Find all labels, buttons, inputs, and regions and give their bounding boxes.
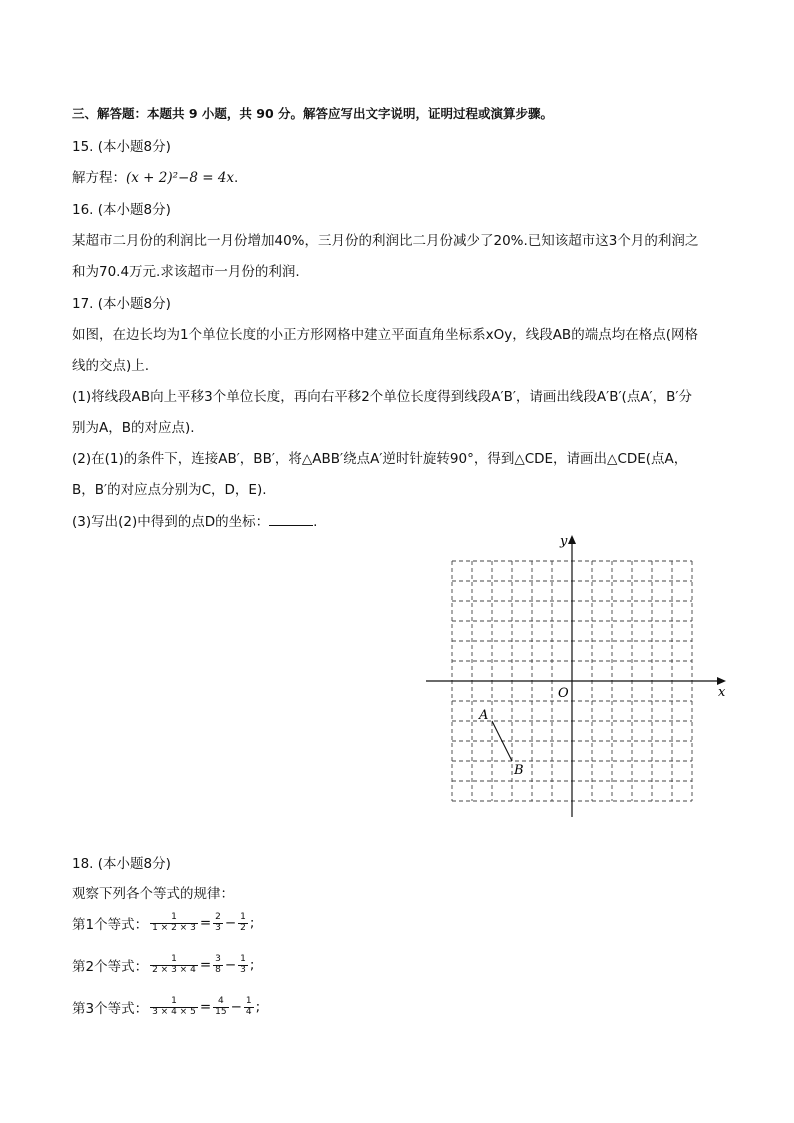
lhs-fraction	[150, 955, 198, 976]
q15-prefix: 解方程：	[72, 170, 126, 186]
x-axis-arrow	[717, 677, 726, 685]
origin-label: O	[558, 686, 569, 701]
q17-part3-text: (3)写出(2)中得到的点D的坐标：	[72, 514, 270, 530]
q17-part2a: (2)在(1)的条件下，连接AB′，BB′，将△ABB′绕点A′逆时针旋转90°，得到△CDE，请画出△CDE(点A，	[72, 451, 688, 467]
rhs2-numerator: 1	[245, 996, 252, 1006]
rhs1-denominator: 8	[215, 964, 221, 975]
section-header: 三、解答题：本题共 9 小题，共 90 分。解答应写出文字说明，证明过程或演算步骤。	[72, 106, 554, 121]
rhs2-numerator: 1	[240, 954, 246, 964]
q17-part1a: (1)将线段AB向上平移3个单位长度，再向右平移2个单位长度得到线段A′B′，请画出线段A′B′(点A′，B′分	[72, 389, 692, 405]
coordinate-grid-figure	[420, 528, 730, 818]
eq-prefix: 第2个等式：	[72, 959, 149, 976]
rhs1-numerator: 2	[215, 912, 221, 922]
answer-blank	[269, 513, 313, 526]
rhs-fraction-2	[238, 913, 248, 934]
eq-prefix: 第3个等式：	[72, 1001, 149, 1018]
rhs2-denominator: 4	[245, 1006, 252, 1017]
x-axis-label: x	[718, 685, 726, 700]
y-axis-arrow	[568, 535, 576, 544]
eq-prefix: 第1个等式：	[72, 917, 149, 934]
rhs1-numerator: 3	[215, 954, 221, 964]
lhs-fraction	[150, 913, 198, 934]
rhs-fraction-1	[213, 955, 223, 976]
rhs2-numerator: 1	[240, 912, 246, 922]
lhs-numerator: 1	[171, 996, 177, 1006]
lhs-numerator: 1	[171, 912, 177, 922]
rhs-fraction-2	[244, 997, 254, 1018]
point-b-label: B	[514, 763, 524, 778]
rhs2-denominator: 2	[240, 922, 246, 933]
lhs-denominator: 1 × 2 × 3	[152, 922, 196, 933]
lhs-numerator: 1	[171, 954, 177, 964]
rhs1-numerator: 4	[217, 996, 224, 1006]
q17-part3	[72, 510, 317, 530]
q18-label: 18. (本小题8分)	[72, 856, 171, 872]
q17-label: 17. (本小题8分)	[72, 296, 171, 312]
rhs-fraction-2	[238, 955, 248, 976]
rhs1-denominator: 15	[215, 1006, 227, 1017]
q18-equation-3: 第3个等式： $\frac{1}{3 \times 4 \times 5}$ = $\frac{4}{15}$ − $\frac{1}{4}$ ;	[72, 996, 261, 1018]
q15-label: 15. (本小题8分)	[72, 139, 171, 155]
lhs-denominator: 2 × 3 × 4	[152, 964, 196, 975]
rhs-fraction-1	[213, 997, 228, 1018]
rhs1-denominator: 3	[215, 922, 221, 933]
q16-label: 16. (本小题8分)	[72, 202, 171, 218]
rhs2-denominator: 3	[240, 964, 246, 975]
lhs-denominator: 3 × 4 × 5	[152, 1006, 196, 1017]
q15-body	[72, 166, 238, 186]
q17-part3-end: .	[313, 514, 318, 530]
q18-intro: 观察下列各个等式的规律：	[72, 886, 234, 902]
y-axis-label: y	[560, 534, 568, 549]
lhs-fraction	[150, 997, 198, 1018]
q18-equation-1: 第1个等式： $\frac{1}{1 \times 2 \times 3}$ = $\frac{2}{3}$ − $\frac{1}{2}$ ;	[72, 912, 255, 934]
q15-end: .	[234, 170, 239, 186]
q16-line1: 某超市二月份的利润比一月份增加40%，三月份的利润比二月份减少了20%.已知该超市这3个月的利润之	[72, 233, 699, 249]
q17-part1b: 别为A，B的对应点).	[72, 420, 195, 436]
rhs-fraction-1	[213, 913, 223, 934]
point-a-label: A	[479, 708, 489, 723]
q17-part2b: B，B′的对应点分别为C，D，E).	[72, 482, 267, 498]
q16-line2: 和为70.4万元.求该超市一月份的利润.	[72, 264, 300, 280]
q18-equation-2: 第2个等式： $\frac{1}{2 \times 3 \times 4}$ = $\frac{3}{8}$ − $\frac{1}{3}$ ;	[72, 954, 255, 976]
q15-equation: (x + 2)²−8 = 4x	[126, 170, 235, 186]
q17-line2: 线的交点)上.	[72, 358, 150, 374]
q17-line1: 如图，在边长均为1个单位长度的小正方形网格中建立平面直角坐标系xOy，线段AB的端点均在格点(网格	[72, 327, 698, 343]
